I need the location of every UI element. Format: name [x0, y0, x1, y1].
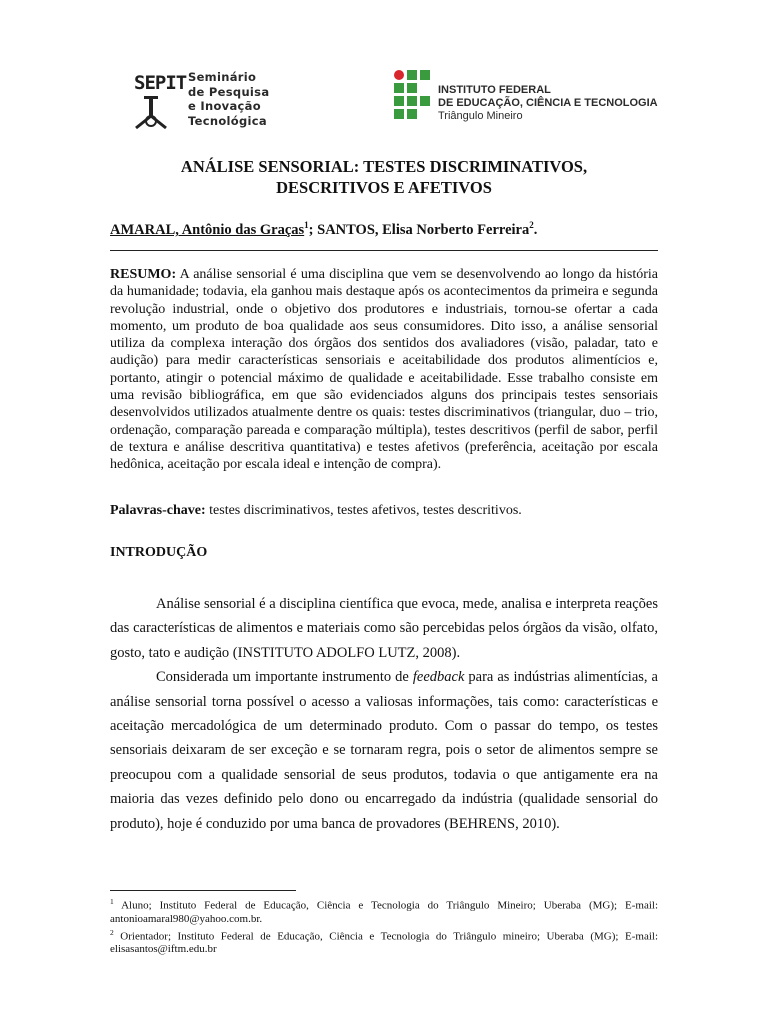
paragraph-2-rest: para as indústrias alimentícias, a análise sensorial torna possível o acesso a valiosas informações, tais como: características e aceitação mercadológica de um determinado produto. Com o passar do tempo, os testes sensoriais deixaram de ser exceção e se tornaram regra, pois o setor de alimentos sempre se preocupou com a qualidade sensorial de seus produtos, todavia o que antigamente era na maioria das vezes definido pelo dono ou encarregado da indústria (qualidade sensorial do produto), hoje é conduzido por uma banca de provadores (BEHRENS, 2010).: [110, 669, 658, 832]
abstract: [110, 266, 658, 474]
author-2: SANTOS, Elisa Norberto Ferreira: [317, 221, 530, 238]
paper-title: [110, 156, 658, 198]
sepit-line-2: de Pesquisa: [188, 84, 270, 99]
footnotes: [110, 895, 658, 956]
sepit-logo: [126, 66, 270, 132]
abstract-text: A análise sensorial é uma disciplina que vem se desenvolvendo ao longo da história da humanidade; todavia, ela ganhou mais destaque após os acontecimentos da primeira e segunda revolução industrial, onde o objetivo dos produtores e industriais, tornou-se ofertar a cada momento, um produto de boa qualidade aos seus consumidores. Dito isso, a análise sensorial utiliza da complexa interação dos órgãos dos sentidos dos avaliadores (visão, paladar, tato e audição) para medir características sensoriais e aceitabilidade dos produtos alimentícios e, portanto, atingir o potencial máximo de qualidade e aceitabilidade. Esse trabalho consiste em uma revisão bibliográfica, em que são evidenciados alguns dos principais testes sensoriais desenvolvidos utilizados atualmente dentre os quais: testes discriminativos (triangular, duo – trio, ordenação, comparação pareada e comparação múltipla), testes descritivos (perfil de sabor, perfil de textura e análise descritiva quantitativa) e testes afetivos (preferência, aceitação por escala hedônica, aceitação por escala ideal e intenção de compra).: [110, 267, 658, 473]
sepit-logo-text: [188, 70, 269, 128]
paragraph-2-start: Considerada um importante instrumento de: [156, 669, 413, 686]
footnote-1-mark: 1: [110, 897, 114, 906]
keywords-text: testes discriminativos, testes afetivos, testes descritivos.: [205, 503, 522, 518]
author-1: AMARAL, Antônio das Graças: [110, 221, 305, 238]
author-line: [110, 215, 658, 240]
keywords-label: Palavras-chave:: [110, 503, 206, 518]
sepit-wordmark: SEPIT: [134, 72, 187, 94]
paragraph-2: [110, 665, 658, 836]
footnote-2-mark: 2: [110, 927, 114, 937]
if-logo-text: [438, 84, 658, 123]
footnote-1: [110, 895, 658, 926]
author-end: .: [533, 221, 538, 238]
if-grid-icon: [394, 70, 430, 128]
if-logo: [394, 70, 674, 130]
if-line-1: INSTITUTO FEDERAL: [438, 84, 551, 96]
author-2-footnote-mark: 2: [529, 220, 534, 230]
paragraph-1: Análise sensorial é a disciplina científica que evoca, mede, analisa e interpreta reações das características de alimentos e materiais como são percebidas pelos órgãos da visão, olfato, gosto, tato e audição (INSTITUTO ADOLFO LUTZ, 2008).: [110, 596, 658, 661]
header-divider: [110, 250, 658, 251]
if-line-3: Triângulo Mineiro: [438, 110, 523, 122]
keywords: [110, 502, 658, 519]
sepit-line-4: Tecnológica: [188, 113, 267, 128]
introduction-body: [110, 592, 658, 836]
paragraph-2-italic-term: feedback: [412, 669, 465, 686]
footnote-divider: [110, 890, 296, 891]
sepit-line-1: Seminário: [188, 70, 257, 84]
footnote-1-text: Aluno; Instituto Federal de Educação, Ciência e Tecnologia do Triângulo Mineiro; Uberaba (MG); E-mail: antonioamaral980@yahoo.com.br.: [110, 899, 658, 925]
author-1-footnote-mark: 1: [304, 220, 309, 230]
footnote-2-text: Orientador; Instituto Federal de Educação, Ciência e Tecnologia do Triângulo mineiro; Uberaba (MG); E-mail: elisasantos@iftm.edu.br: [110, 930, 658, 956]
if-line-2: DE EDUCAÇÃO, CIÊNCIA E TECNOLOGIA: [438, 97, 658, 109]
author-separator: ;: [308, 221, 318, 238]
sepit-line-3: e Inovação: [188, 99, 261, 113]
section-heading-introduction: INTRODUÇÃO: [110, 545, 208, 560]
title-line-1: ANÁLISE SENSORIAL: TESTES DISCRIMINATIVOS,: [180, 157, 588, 176]
abstract-label: RESUMO:: [110, 267, 177, 282]
title-line-2: DESCRITIVOS E AFETIVOS: [276, 178, 492, 197]
footnote-2: [110, 926, 658, 957]
